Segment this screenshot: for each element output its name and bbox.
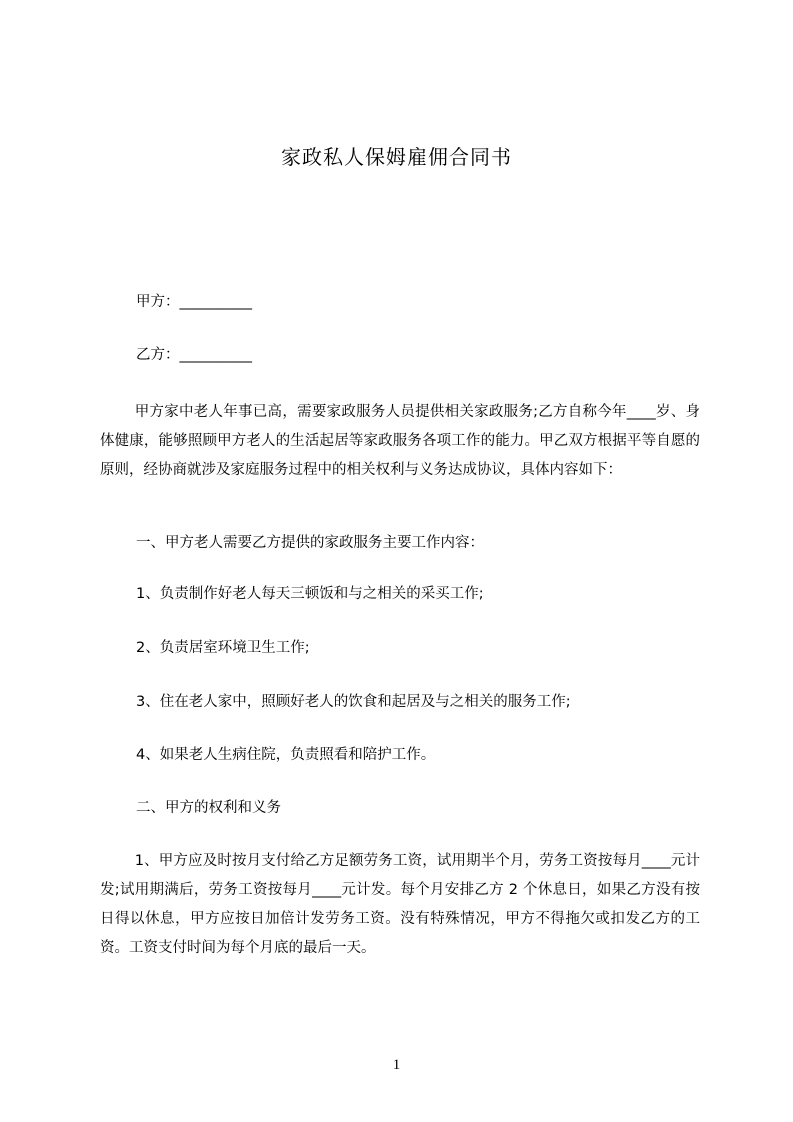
party-a-line: 甲方：__________ <box>136 294 252 310</box>
section1-heading: 一、甲方老人需要乙方提供的家政服务主要工作内容： <box>136 535 484 551</box>
section1-item: 1、负责制作好老人每天三顿饭和与之相关的采买工作; <box>136 586 484 602</box>
section1-item: 2、负责居室环境卫生工作; <box>136 640 310 656</box>
intro-paragraph: 甲方家中老人年事已高，需要家政服务人员提供相关家政服务;乙方自称今年____岁、身体健康，能够照顾甲方老人的生活起居等家政服务各项工作的能力。甲乙双方根据平等自愿的原则，经协商就涉及家庭服务过程中的相关权利与义务达成协议，具体内容如下： <box>100 404 700 478</box>
section1-item: 3、住在老人家中，照顾好老人的饮食和起居及与之相关的服务工作; <box>136 694 571 710</box>
section1-item: 4、如果老人生病住院，负责照看和陪护工作。 <box>136 747 436 763</box>
document-title: 家政私人保姆雇佣合同书 <box>281 145 512 169</box>
section2-heading: 二、甲方的权利和义务 <box>136 800 281 816</box>
page-number: 1 <box>392 1057 401 1073</box>
section2-item-paragraph: 1、甲方应及时按月支付给乙方足额劳务工资，试用期半个月，劳务工资按每月____元计发;试用期满后，劳务工资按每月____元计发。每个月安排乙方 2 个休息日，如果乙方没有按日得以休息，甲方应按日加倍计发劳务工资。没有特殊情况，甲方不得拖欠或扣发乙方的工资。工资支付时间为每个月底的最后一天。 <box>100 853 700 956</box>
party-b-line: 乙方：__________ <box>136 347 252 363</box>
